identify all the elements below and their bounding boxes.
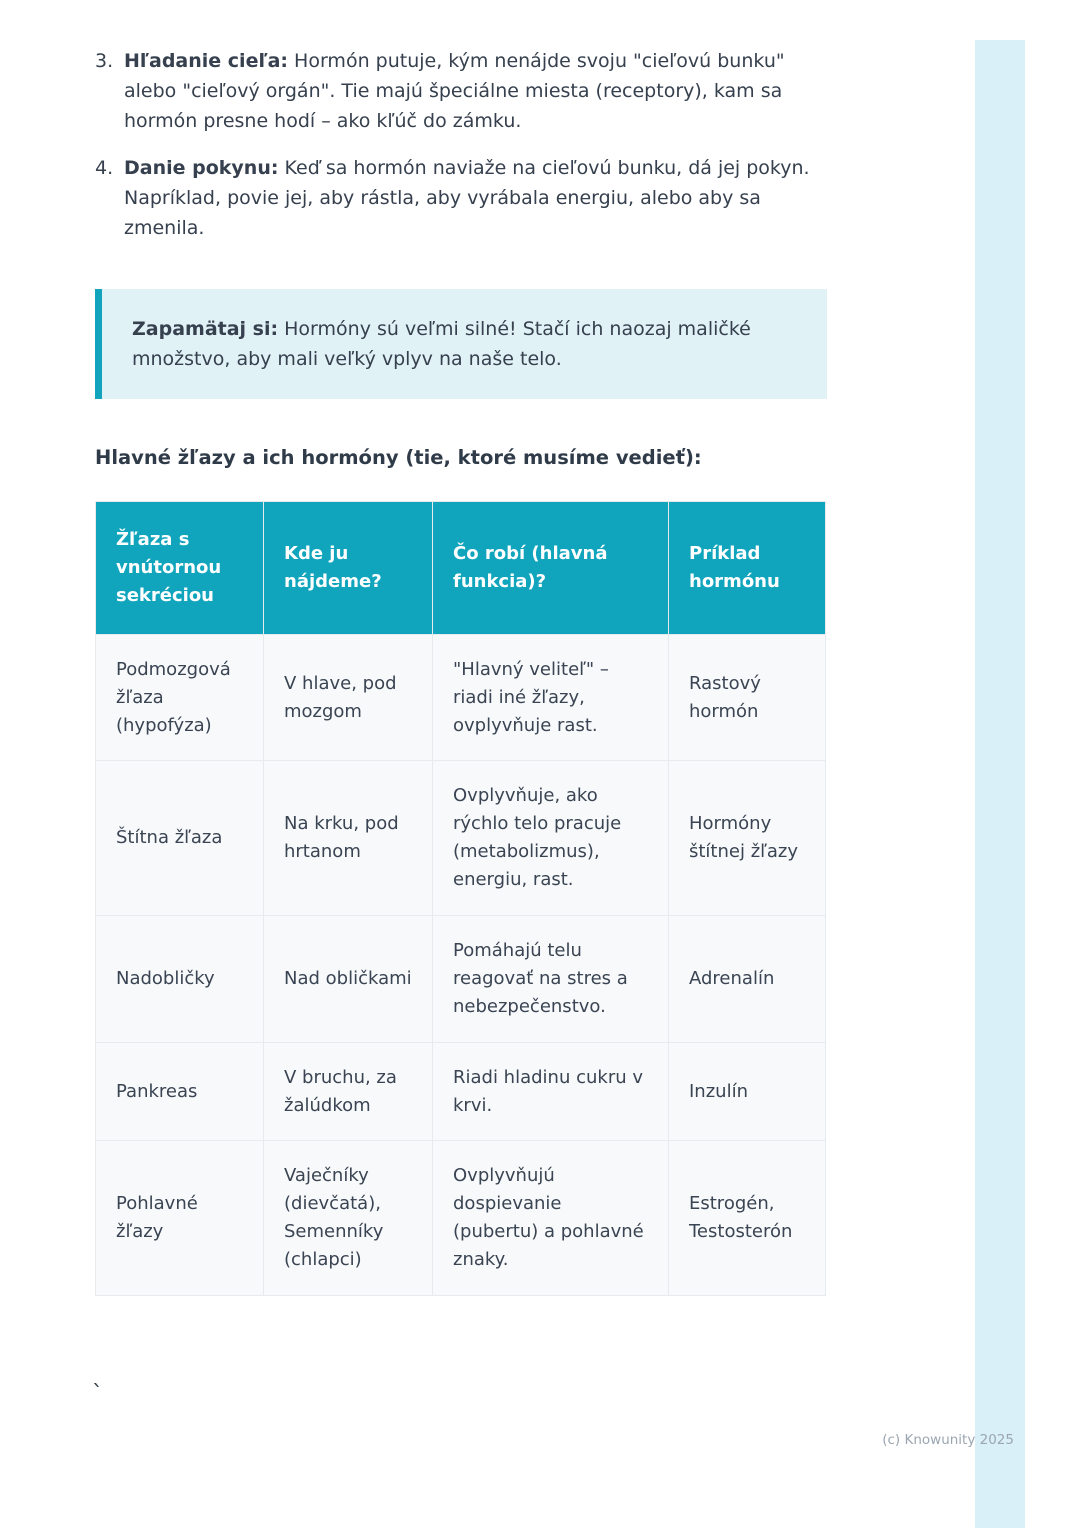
table-cell: Pomáhajú telu reagovať na stres a nebezpečenstvo. [433,916,669,1043]
table-cell: Nad obličkami [264,916,433,1043]
callout-box [95,289,827,399]
table-header-row [96,502,826,635]
list-item-label: Danie pokynu: [124,157,279,180]
callout-text: Hormóny sú veľmi silné! Stačí ich naozaj maličké množstvo, aby mali veľký vplyv na naše telo. [132,318,751,371]
callout-label: Zapamätaj si: [132,318,279,341]
footer-copyright: (c) Knowunity 2025 [882,1432,1014,1448]
table-cell: Vaječníky (dievčatá), Semenníky (chlapci) [264,1141,433,1296]
table-cell: Inzulín [669,1042,826,1141]
section-heading: Hlavné žľazy a ich hormóny (tie, ktoré musíme vedieť): [95,446,702,470]
list-item-number: 3. [95,50,114,72]
table-cell: Pohlavné žľazy [96,1141,264,1296]
list-item-label: Hľadanie cieľa: [124,50,288,72]
table-row [96,634,826,761]
page-side-strip [975,40,1025,1528]
table-row [96,916,826,1043]
numbered-list [95,46,827,243]
table-header-cell: Čo robí (hlavná funkcia)? [433,502,669,635]
table-header-cell: Príklad hormónu [669,502,826,635]
table-cell: Pankreas [96,1042,264,1141]
table-cell: Na krku, pod hrtanom [264,761,433,916]
table-cell: Ovplyvňujú dospievanie (pubertu) a pohlavné znaky. [433,1141,669,1296]
list-item-body [124,46,827,136]
list-item [95,46,827,136]
table-cell: "Hlavný veliteľ" – riadi iné žľazy, ovplyvňuje rast. [433,634,669,761]
table-cell: Ovplyvňuje, ako rýchlo telo pracuje (metabolizmus), energiu, rast. [433,761,669,916]
table-cell: V hlave, pod mozgom [264,634,433,761]
list-item-text: Hormón putuje, kým nenájde svoju "cieľovú bunku" alebo "cieľový orgán". Tie majú špeciálne miesta (receptory), kam sa hormón presne hodí – ako kľúč do zámku. [124,50,785,133]
list-item-text: Keď sa hormón naviaže na cieľovú bunku, dá jej pokyn. Napríklad, povie jej, aby rástla, aby vyrábala energiu, alebo aby sa zmenila. [124,157,810,240]
table-cell: Adrenalín [669,916,826,1043]
table-cell: Podmozgová žľaza (hypofýza) [96,634,264,761]
table-cell: Rastový hormón [669,634,826,761]
glands-table [95,501,826,1296]
table-cell: Hormóny štítnej žľazy [669,761,826,916]
table-cell: Štítna žľaza [96,761,264,916]
list-item-body [124,153,827,243]
list-item-number: 4. [95,157,114,180]
table-row [96,1141,826,1296]
stray-backtick: ` [92,1382,103,1407]
table-cell: Estrogén, Testosterón [669,1141,826,1296]
table-row [96,761,826,916]
table-cell: Riadi hladinu cukru v krvi. [433,1042,669,1141]
table-header-cell: Kde ju nájdeme? [264,502,433,635]
table-cell: Nadobličky [96,916,264,1043]
list-item [95,153,827,243]
table-header-cell: Žľaza s vnútornou sekréciou [96,502,264,635]
document-content [95,46,827,1296]
table-row [96,1042,826,1141]
table-cell: V bruchu, za žalúdkom [264,1042,433,1141]
